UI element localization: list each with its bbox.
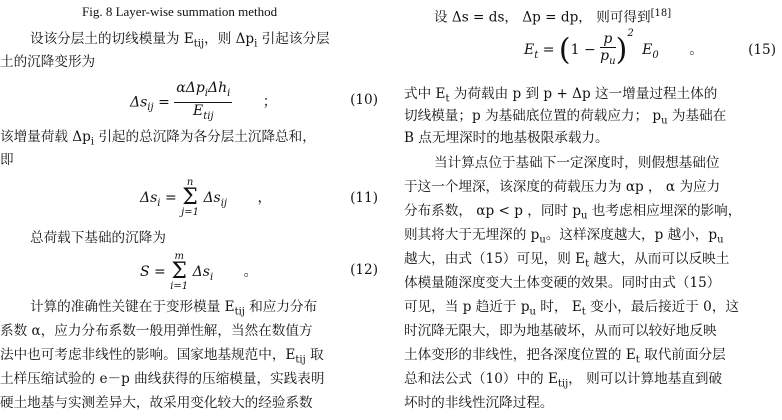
paragraph-line: 土样压缩试验的 e－p 曲线获得的压缩模量，实践表明 (0, 371, 325, 387)
paragraph-line: 可见，当 p 趋近于 $p_u$ 时， $E_t$ 变小，最后接近于 0，这 (404, 299, 740, 318)
equation-number: (15) (748, 42, 776, 58)
paragraph-line: 分布系数， αp < p ，同时 $p_u$ 也考虑相应埋深的影响， (404, 203, 742, 222)
equation-number: (12) (350, 262, 378, 278)
paragraph-line: 该增量荷载 $\Delta p_i$ 引起的总沉降为各分层土沉降总和， (0, 129, 316, 148)
left-column (0, 0, 382, 420)
paragraph-line: 于这一个埋深，该深度的荷载压力为 αp ， α 为应力 (404, 179, 721, 195)
paragraph-line: 总和法公式（10）中的 $E_{tij}$， 则可以计算地基直到破 (404, 371, 723, 390)
paragraph-line: 越大，由式（15）可见，则 $E_t$ 越大，从而可以反映土 (404, 251, 730, 270)
equation-10: $\Delta s_{ij}$ = $\frac{\alpha\Delta p_i\Delta h_i}{E_{tij}}$ ； (10) (0, 80, 382, 124)
paragraph-line: 则其将大于无埋深的 $p_u$。这样深度越大，p 越小，$p_u$ (404, 227, 724, 246)
paragraph-line: 体模量随深度变大土体变硬的效果。同时由式（15） (404, 275, 721, 291)
paragraph-line: 土的沉降变形为 (0, 54, 96, 70)
equation-number: (11) (350, 190, 378, 206)
fraction: $\frac{\alpha\Delta p_i\Delta h_i}{E_{tij}}$ (176, 80, 231, 122)
figure-caption: Fig. 8 Layer-wise summation method (82, 4, 278, 19)
paragraph-line: 即 (0, 152, 14, 168)
paragraph-line: 土体变形的非线性，把各深度位置的 $E_t$ 取代前面分层 (404, 347, 726, 366)
paragraph-line: 总荷载下基础的沉降为 (30, 230, 166, 246)
paragraph-line: 硬土地基与实测差异大，故采用变化较大的经验系数 (0, 395, 313, 411)
paragraph-line: 设该分层土的切线模量为 $E_{tij}$，则 $\Delta p_i$ 引起该分层 (30, 31, 330, 50)
paragraph-line: 切线模量；p 为基础底位置的荷载应力； $p_u$ 为基础在 (404, 108, 727, 127)
summation: m Σ i=1 (170, 251, 189, 292)
equation-number: (10) (350, 92, 378, 108)
paragraph-line: 式中 $E_t$ 为荷载由 p 到 p + Δp 这一增量过程土体的 (404, 86, 718, 105)
paragraph-line: B 点无埋深时的地基极限承载力。 (404, 130, 609, 146)
paragraph-line: 计算的准确性关键在于变形模量 $E_{tij}$ 和应力分布 (30, 299, 318, 318)
paragraph-line: 设 Δs = ds， Δp = dp， 则可得到[18] (434, 8, 672, 26)
equation-12: S = m Σ i=1 $\Delta s_i$ 。 (12) (140, 251, 378, 292)
equation-11: $\Delta s_i$ = n Σ j=1 $\Delta s_{ij}$ ， (11) (140, 177, 378, 218)
paragraph-line: 坏时的非线性沉降过程。 (404, 395, 554, 411)
paragraph-line: 系数 α，应力分布系数一般用弹性解，当然在数值方 (0, 323, 313, 339)
equation-15: $E_t = (1$ − $\frac{p}{p_u}$ )$^2$ $E_0$ 。 (15) (524, 28, 776, 68)
summation: n Σ j=1 (181, 177, 199, 218)
fraction: $\frac{p}{p_u}$ (600, 30, 616, 67)
right-column (404, 0, 780, 420)
paragraph-line: 当计算点位于基础下一定深度时，则假想基础位 (434, 155, 720, 171)
paragraph-line: 时沉降无限大，即为地基破坏，从而可以较好地反映 (404, 323, 717, 339)
paragraph-line: 法中也可考虑非线性的影响。国家地基规范中，$E_{tij}$ 取 (0, 347, 324, 366)
